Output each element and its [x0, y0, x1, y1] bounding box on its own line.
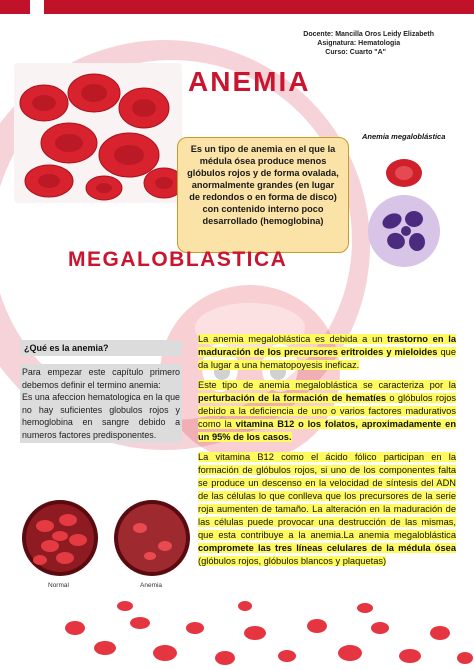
- cell-comparison-figure: [20, 498, 195, 593]
- p1-text-b: trastorno en la maduración de los precursores eritroides y mieloides: [198, 334, 456, 357]
- p1-text-c: que da lugar a una hematopoyesis ineficaz.: [198, 347, 456, 370]
- anemia-label: Anemia: [140, 582, 163, 589]
- paragraph-3: [198, 451, 456, 568]
- megaloblastic-figure: [354, 132, 454, 274]
- subject-name: Asignatura: Hematologia: [317, 40, 401, 47]
- red-blood-cells-image: [14, 63, 182, 203]
- top-bar-left: [0, 0, 30, 14]
- p2-text-b: perturbación de la formación de hematíes: [198, 393, 387, 403]
- intro-text-block: [20, 364, 182, 443]
- definition-box: [177, 137, 349, 253]
- anemia-definition-text: Es una afeccion hematologica en la que no hay suficientes globulos rojos y hemoglobina en sangre debido a numeros factores predisponentes.: [22, 392, 180, 440]
- p3-text-a: La vitamina B12 como el ácido fólico participan en la formación de glóbulos rojos, si uno de los componentes falta se produce un descenso en la velocidad de síntesis del ADN de las células lo que conlleva que los precursores de la serie roja aumenten de tamaño. La alteración en la maduración de las células puede provocar una destrucción de las mismas, que esta contribuye a la anemia.La anemia megaloblástica: [198, 452, 456, 540]
- paragraph-2: [198, 379, 456, 444]
- left-column: [20, 340, 182, 443]
- intro-text: Para empezar este capítulo primero debemos definir el termino anemia:: [22, 367, 180, 390]
- right-column: [198, 333, 456, 575]
- p2-text-d: vitamina B12 o los folatos, aproximadamente en un 95% de los casos.: [198, 419, 456, 442]
- normal-vs-anemia-image: [20, 498, 195, 582]
- teacher-name: Docente: Mancilla Oros Leidy Elizabeth: [303, 31, 434, 38]
- paragraph-1: [198, 333, 456, 372]
- megaloblastic-cells-image: [354, 145, 454, 269]
- title-anemia: ANEMIA: [188, 66, 311, 97]
- top-bar-right: [44, 0, 474, 14]
- p3-text-c: (glóbulos rojos, glóbulos blancos y plaquetas): [198, 556, 387, 566]
- question-heading: ¿Qué es la anemia?: [20, 340, 182, 356]
- p2-text-c: o glóbulos rojos debido a la deficiencia de uno o varios factores madurativos como la: [198, 393, 457, 429]
- course-name: Curso: Cuarto "A": [325, 49, 386, 56]
- normal-label: Normal: [48, 582, 69, 589]
- p3-text-b: compromete las tres líneas celulares de la médula ósea: [198, 543, 456, 553]
- figure-caption: Anemia megaloblástica: [362, 132, 446, 141]
- header-info: [303, 30, 434, 57]
- bottom-blood-cells-decoration: [55, 598, 474, 670]
- definition-text: Es un tipo de anemia en el que la médula ósea produce menos glóbulos rojos y de forma ovalada, anormalmente grandes (en lugar de redondos o en forma de disco) con contenido interno poco desarrollado (hemoglobina): [187, 144, 339, 226]
- title-megaloblastica: MEGALOBLASTICA: [68, 248, 288, 271]
- p1-text-a: La anemia megaloblástica es debida a un: [198, 334, 388, 344]
- p2-text-a: Este tipo de anemia megaloblástica se caracteriza por la: [198, 380, 456, 390]
